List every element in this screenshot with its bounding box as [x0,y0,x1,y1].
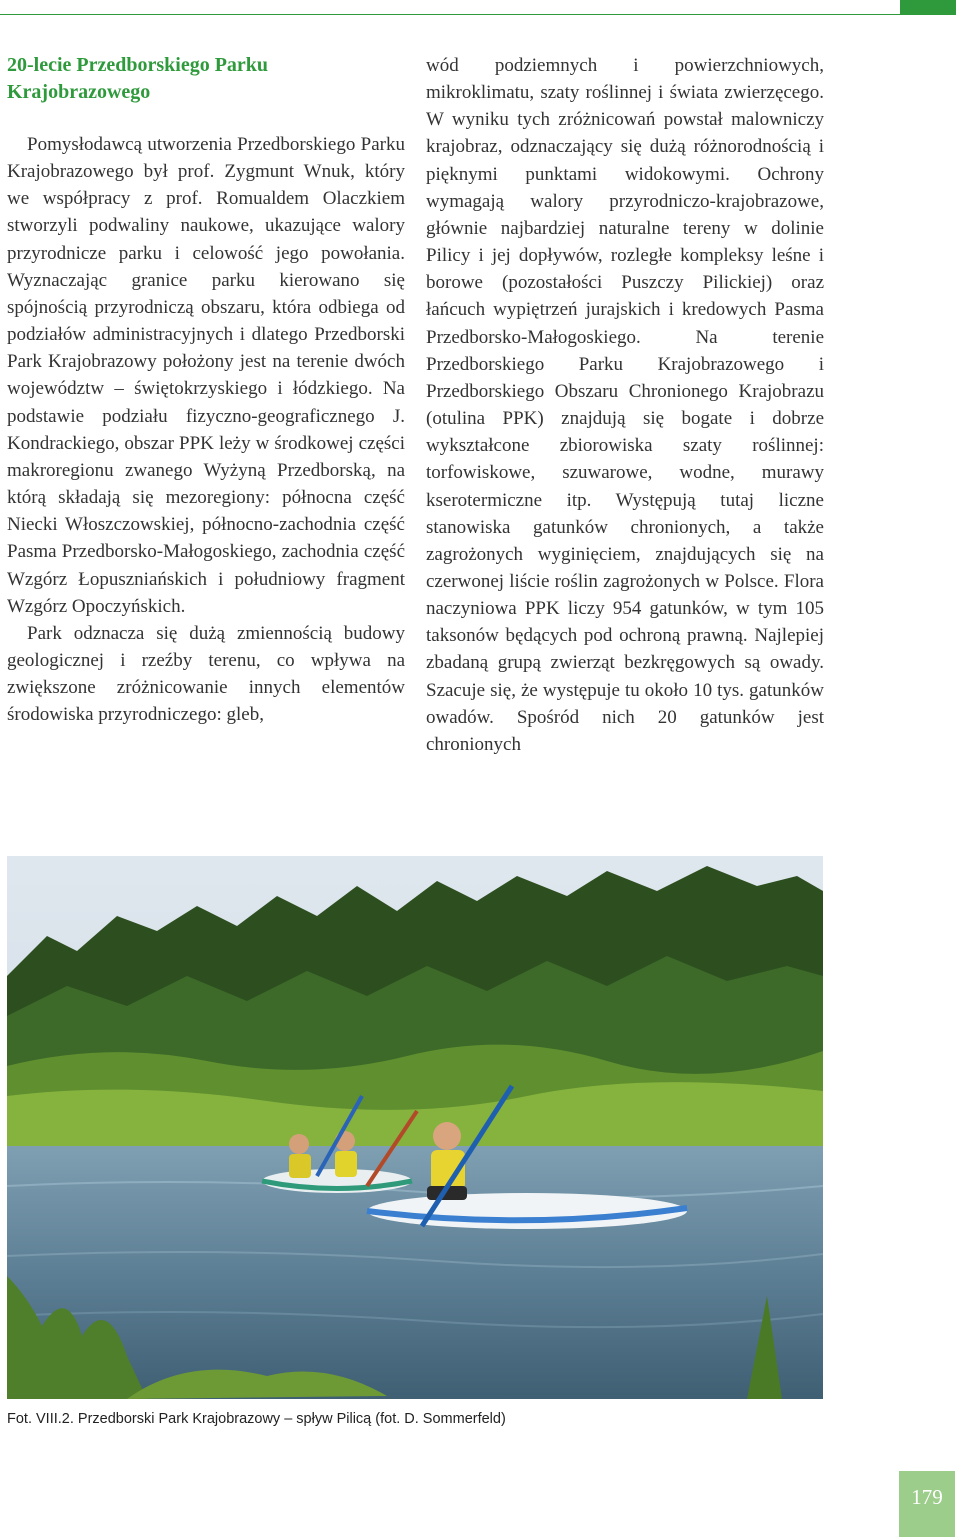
river-kayak-illustration [7,856,823,1399]
paragraph: wód podziemnych i powierzchniowych, mikroklimatu, szaty roślinnej i świata zwierzęcego. W wyniku tych zróżnicowań powstał malowniczy krajobraz, odznaczający się dużą różnorodnością i pięknymi punktami widokowymi. Ochrony wymagają walory przyrodniczo-krajobrazowe, głównie najbardziej naturalne tereny w dolinie Pilicy i jej dopływów, rozległe kompleksy leśne i borowe (pozostałości Puszczy Pilickiej) oraz łańcuch wypiętrzeń jurajskich i kredowych Pasma Przedborsko-Małogoskiego. Na terenie Przedborskiego Parku Krajobrazowego i Przedborskiego Obszaru Chronionego Krajobrazu (otulina PPK) znajdują się bogate i dobrze wykształcone zbiorowiska szaty roślinnej: torfowiskowe, szuwarowe, wodne, murawy kserotermiczne itp. Występują tutaj liczne stanowiska gatunków chronionych, a także zagrożonych wyginięciem, znajdujących się na czerwonej liście roślin zagrożonych w Polsce. Flora naczyniowa PPK liczy 954 gatunków, w tym 105 taksonów będących pod ochroną prawną. Najlepiej zbadaną grupą zwierząt bezkręgowych są owady. Szacuje się, że występuje tu około 10 tys. gatunków owadów. Spośród nich 20 gatunków jest chronionych [426,55,824,755]
kayaking-photo [7,856,823,1399]
paragraph: Pomysłodawcą utworzenia Przedborskiego Parku Krajobrazowego był prof. Zygmunt Wnuk, który we współpracy z prof. Romualdem Olaczkiem stworzyli podwaliny naukowe, ukazujące walory przyrodnicze parku i celowość jego powołania. Wyznaczając granice parku kierowano się spójnością przyrodniczą obszaru, która odbiega od podziałów administracyjnych i dlatego Przedborski Park Krajobrazowy położony jest na terenie dwóch województw – świętokrzyskiego i łódzkiego. Na podstawie podziału fizyczno-geograficznego J. Kondrackiego, obszar PPK leży w środkowej części makroregionu zwanego Wyżyną Przedborską, na którą składają się mezoregiony: północna część Niecki Włoszczowskiej, północno-zachodnia część Pasma Przedborsko-Małogoskiego, zachodnia część Wzgórz Łopuszniańskich i południowy fragment Wzgórz Opoczyńskich. [7,134,405,617]
header-accent-block [900,0,956,15]
photo-caption: Fot. VIII.2. Przedborski Park Krajobrazowy – spływ Pilicą (fot. D. Sommerfeld) [7,1411,506,1427]
text-column-left [7,131,405,728]
header-rule [0,14,900,15]
text-column-right [426,52,824,758]
section-title: 20-lecie Przedborskiego Parku Krajobrazowego [7,54,269,103]
page-number: 179 [899,1471,955,1537]
paragraph: Park odznacza się dużą zmiennością budowy geologicznej i rzeźby terenu, co wpływa na zwiększone zróżnicowanie innych elementów środowiska przyrodniczego: gleb, [7,622,405,726]
